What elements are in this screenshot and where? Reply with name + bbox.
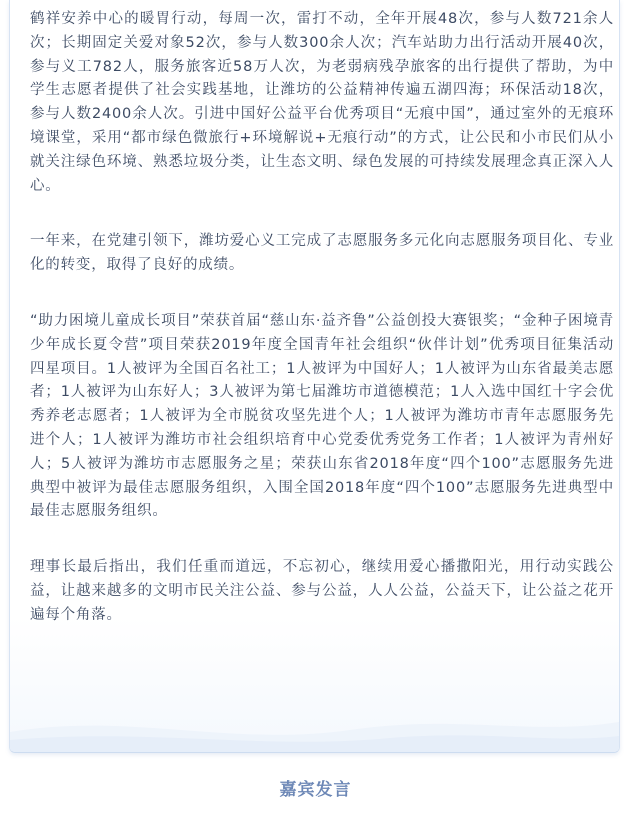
section-heading xyxy=(0,775,631,800)
decorative-wave xyxy=(10,692,619,752)
paragraph: 一年来，在党建引领下，潍坊爱心义工完成了志愿服务多元化向志愿服务项目化、专业化的转变，取得了良好的成绩。 xyxy=(30,233,614,274)
article-card xyxy=(9,0,620,753)
article-body xyxy=(30,8,614,660)
paragraph: 理事长最后指出，我们任重而道远，不忘初心，继续用爱心播撒阳光，用行动实践公益，让越来越多的文明市民关注公益、参与公益，人人公益，公益天下，让公益之花开遍每个角落。 xyxy=(30,559,614,623)
section-title: 嘉宾发言 xyxy=(276,775,356,800)
paragraph: 鹤祥安养中心的暖胃行动，每周一次，雷打不动，全年开展48次，参与人数721余人次；长期固定关爱对象52次，参与人数300余人次；汽车站助力出行活动开展40次，参与义工782人，服务旅客近58万人次，为老弱病残孕旅客的出行提供了帮助，为中学生志愿者提供了社会实践基地，让潍坊的公益精神传遍五湖四海；环保活动18次，参与人数2400余人次。引进中国好公益平台优秀项目“无痕中国”，通过室外的无痕环境课堂，采用“都市绿色微旅行+环境解说+无痕行动”的方式，让公民和小市民们从小就关注绿色环境、熟悉垃圾分类，让生态文明、绿色发展的可持续发展理念真正深入人心。 xyxy=(30,11,614,194)
paragraph: “助力困境儿童成长项目”荣获首届“慈山东·益齐鲁”公益创投大赛银奖；“金种子困境青少年成长夏令营”项目荣获2019年度全国青年社会组织“伙伴计划”优秀项目征集活动四星项目。1人被评为全国百名社工；1人被评为中国好人；1人被评为山东省最美志愿者；1人被评为山东好人；3人被评为第七届潍坊市道德模范；1人入选中国红十字会优秀养老志愿者；1人被评为全市脱贫攻坚先进个人；1人被评为潍坊市青年志愿服务先进个人；1人被评为潍坊市社会组织培育中心党委优秀党务工作者；1人被评为青州好人；5人被评为潍坊市志愿服务之星；荣获山东省2018年度“四个100”志愿服务先进典型中被评为最佳志愿服务组织，入围全国2018年度“四个100”志愿服务先进典型中最佳志愿服务组织。 xyxy=(30,312,614,520)
